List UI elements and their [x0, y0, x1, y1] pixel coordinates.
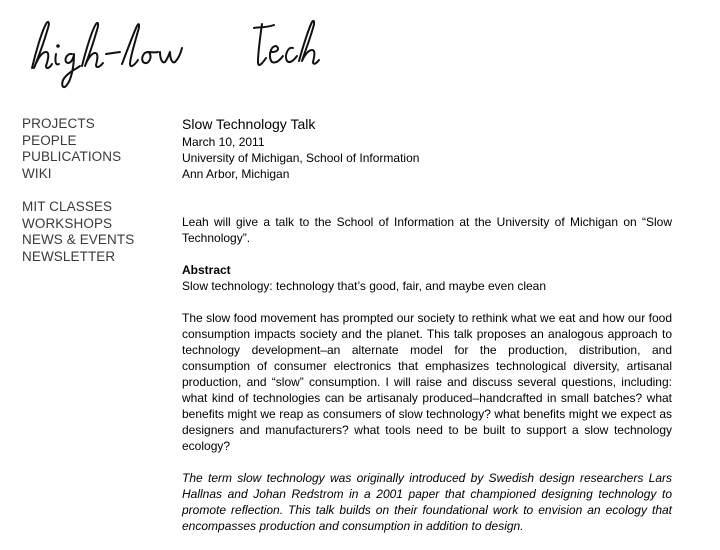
article-venue: University of Michigan, School of Information	[182, 151, 420, 165]
nav-link-wiki[interactable]: WIKI	[22, 165, 52, 181]
nav-link-mit-classes[interactable]: MIT CLASSES	[22, 199, 113, 214]
nav-link-workshops[interactable]: WORKSHOPS	[22, 215, 113, 231]
nav-group-secondary	[22, 199, 172, 265]
site-logo[interactable]	[22, 6, 322, 96]
nav-group-primary	[22, 116, 172, 182]
nav-link-news-events[interactable]: NEWS & EVENTS	[22, 232, 135, 247]
abstract-subtitle: Slow technology: technology that’s good, fair, and maybe even clean	[182, 279, 547, 293]
nav-link-people[interactable]: PEOPLE	[22, 132, 77, 148]
article-intro: Leah will give a talk to the School of Information at the University of Michigan on “Slow Technology”.	[182, 215, 672, 245]
nav-link-publications[interactable]: PUBLICATIONS	[22, 149, 122, 164]
article-body: The slow food movement has prompted our society to rethink what we eat and how our food consumption impacts society and the planet. This talk proposes an analogous approach to technology development–an alternate model for the production, distribution, and consumption of consumer electronics that emphasizes technological diversity, artisanal production, and “slow” consumption. I will raise and discuss several questions, including: what kind of technologies can be artisanaly produced–handcrafted in small batches? what benefits might we reap as consumers of slow technology? what benefits might we expect as designers and manufacturers? what tools need to be built to support a slow technology ecology?	[182, 311, 672, 453]
article-title: Slow Technology Talk	[182, 116, 316, 132]
article-italic-note: The term slow technology was originally introduced by Swedish design researchers Lars Hallnas and Johan Redstrom in a 2001 paper that championed designing technology to promote reflection. This talk builds on their foundational work to envision an ecology that encompasses production and consumption in addition to design.	[182, 471, 672, 533]
nav-link-projects[interactable]: PROJECTS	[22, 116, 95, 131]
abstract-block	[182, 262, 672, 294]
article-meta	[182, 134, 672, 182]
article-date: March 10, 2011	[182, 135, 265, 149]
article-location: Ann Arbor, Michigan	[182, 167, 290, 181]
handwritten-logo-icon	[22, 6, 322, 96]
nav-link-newsletter[interactable]: NEWSLETTER	[22, 248, 116, 264]
abstract-heading: Abstract	[182, 263, 231, 277]
article-content	[182, 115, 672, 550]
main-navigation	[22, 116, 172, 282]
